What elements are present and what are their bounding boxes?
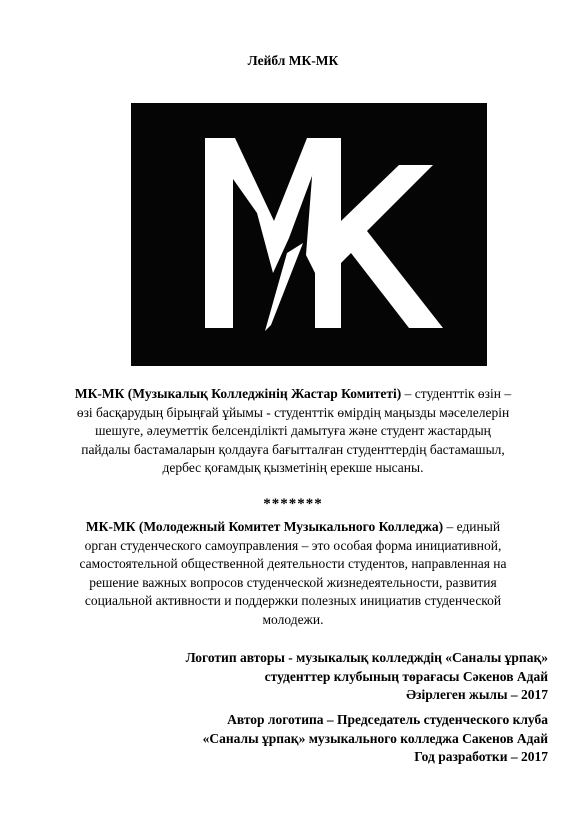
kazakh-credits-line3: Әзірлеген жылы – 2017 (406, 687, 548, 702)
mk-logo-icon (131, 103, 487, 366)
kazakh-credits-line1: Логотип авторы - музыкалық колледждің «Саналы ұрпақ» (185, 650, 548, 665)
kazakh-description-bold: МК-МК (Музыкалық Колледжінің Жастар Комитеті) (74, 386, 402, 401)
russian-credits-line3: Год разработки – 2017 (414, 749, 548, 764)
russian-description (70, 518, 516, 629)
mk-mk-logo-image (131, 103, 487, 366)
separator: ******* (263, 496, 323, 512)
russian-description-text: – единый орган студенческого самоуправления – это особая форма инициативной, самостоятельной общественной деятельности студентов, направленная на решение важных вопросов студенческой жизнедеятельности, развития социальной активности и поддержки полезных инициатив студенческой молодежи. (79, 519, 507, 627)
kazakh-description-text: – студенттік өзін – өзі басқарудың бірыңғай ұйымы - студенттік өмірдің маңызды мәселелерін шешуге, әлеуметтік белсенділікті дамытуға және студент жастардың пайдалы бастамаларын қолдауға бағытталған студенттердің бастамашыл, дербес қоғамдық қызметінің ерекше нысаны. (76, 386, 512, 475)
russian-credits-line1: Автор логотипа – Председатель студенческого клуба (227, 712, 548, 727)
page-title: Лейбл МК-МК (247, 53, 339, 68)
russian-credits-line2: «Саналы ұрпақ» музыкального колледжа Сакенов Адай (202, 730, 548, 746)
kazakh-credits-line2: студенттер клубының төрағасы Сәкенов Адай (264, 668, 548, 684)
kazakh-credits (68, 649, 548, 705)
russian-credits (68, 711, 548, 767)
russian-description-bold: МК-МК (Молодежный Комитет Музыкального Колледжа) (85, 519, 444, 534)
kazakh-description (70, 385, 516, 478)
